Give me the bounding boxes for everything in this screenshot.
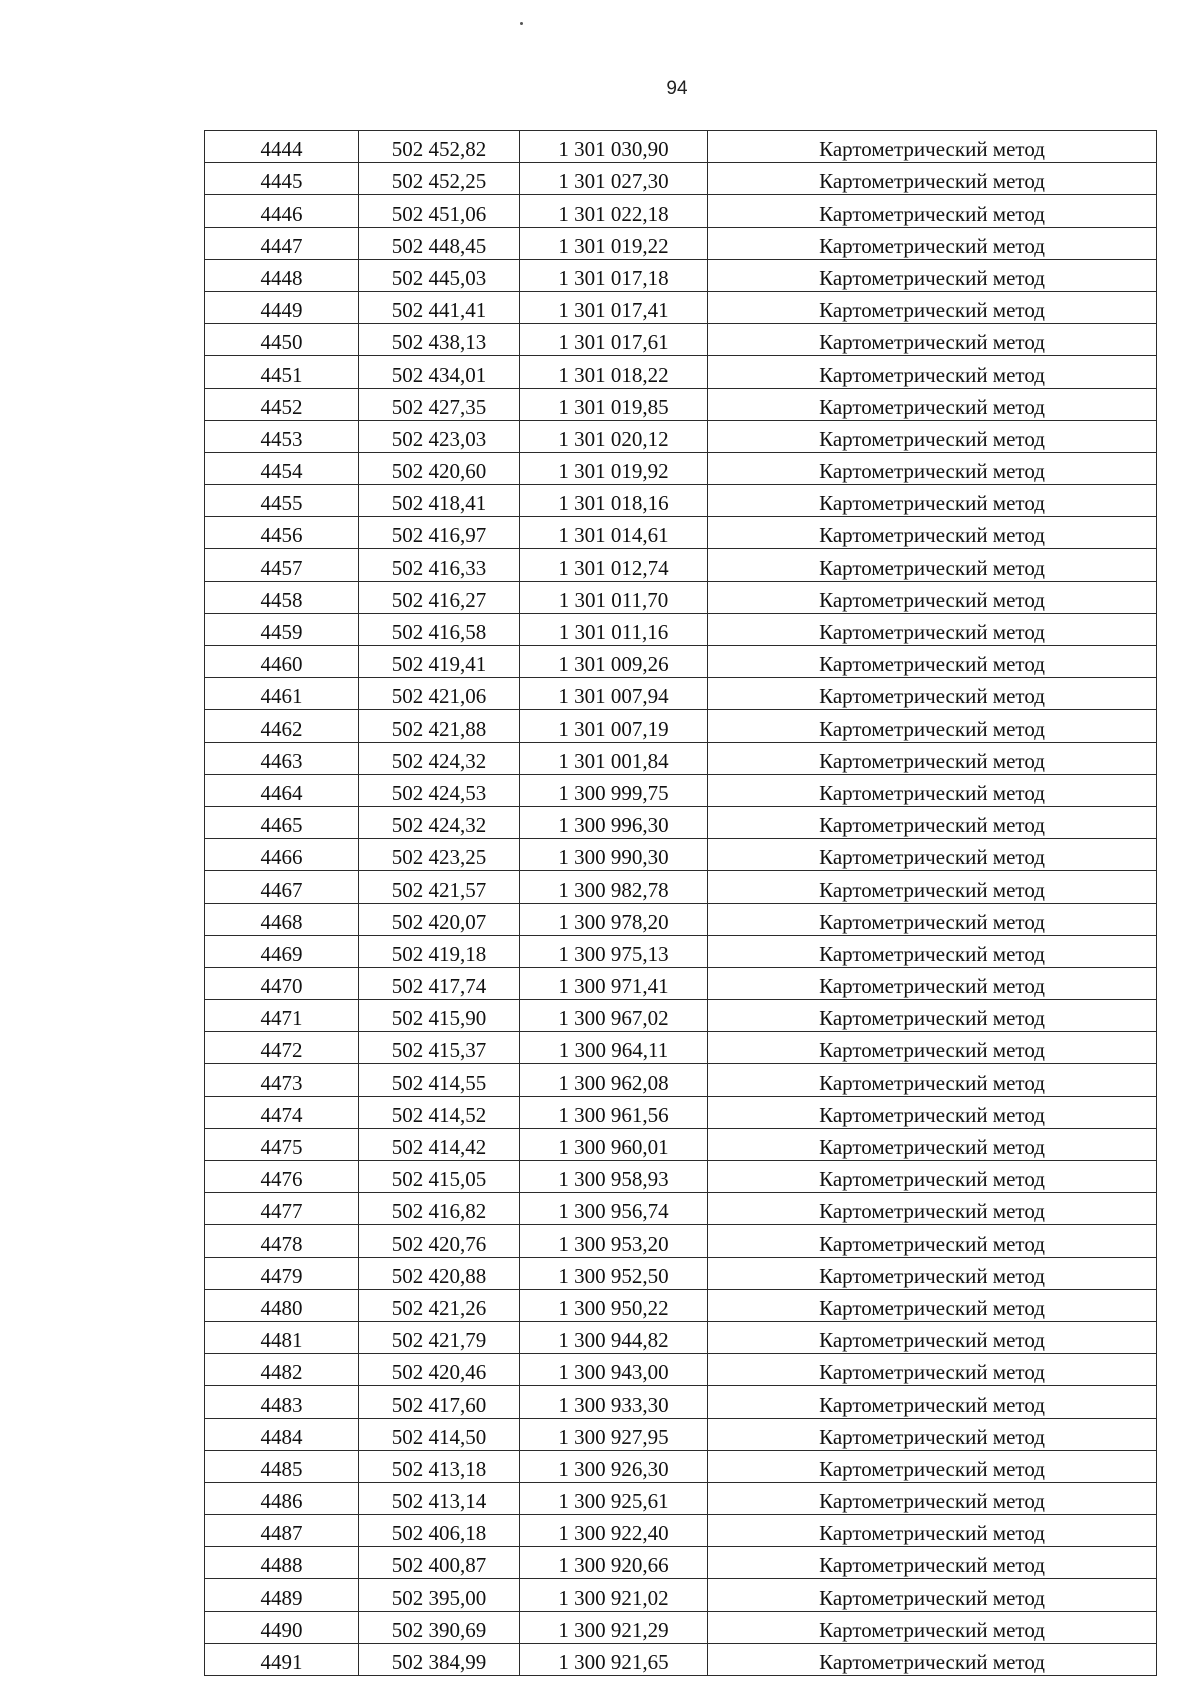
y-coordinate-cell: 1 300 943,00 — [520, 1354, 708, 1386]
point-number-cell: 4487 — [205, 1515, 359, 1547]
y-coordinate-cell: 1 300 921,29 — [520, 1611, 708, 1643]
y-coordinate-cell: 1 301 017,41 — [520, 291, 708, 323]
point-number-cell: 4460 — [205, 646, 359, 678]
method-cell: Картометрический метод — [708, 1193, 1157, 1225]
y-coordinate-cell: 1 300 982,78 — [520, 871, 708, 903]
y-coordinate-cell: 1 300 920,66 — [520, 1547, 708, 1579]
y-coordinate-cell: 1 301 017,61 — [520, 324, 708, 356]
point-number-cell: 4458 — [205, 581, 359, 613]
table-row — [205, 646, 1157, 678]
table-row — [205, 678, 1157, 710]
y-coordinate-cell: 1 300 996,30 — [520, 806, 708, 838]
method-cell: Картометрический метод — [708, 1000, 1157, 1032]
y-coordinate-cell: 1 300 971,41 — [520, 967, 708, 999]
y-coordinate-cell: 1 300 990,30 — [520, 839, 708, 871]
x-coordinate-cell: 502 441,41 — [359, 291, 520, 323]
method-cell: Картометрический метод — [708, 1225, 1157, 1257]
x-coordinate-cell: 502 420,76 — [359, 1225, 520, 1257]
coordinates-table — [204, 130, 1157, 1676]
table-row — [205, 1096, 1157, 1128]
method-cell: Картометрический метод — [708, 742, 1157, 774]
point-number-cell: 4477 — [205, 1193, 359, 1225]
x-coordinate-cell: 502 452,25 — [359, 163, 520, 195]
point-number-cell: 4453 — [205, 420, 359, 452]
method-cell: Картометрический метод — [708, 646, 1157, 678]
method-cell: Картометрический метод — [708, 774, 1157, 806]
y-coordinate-cell: 1 300 958,93 — [520, 1161, 708, 1193]
x-coordinate-cell: 502 416,58 — [359, 613, 520, 645]
table-row — [205, 291, 1157, 323]
method-cell: Картометрический метод — [708, 227, 1157, 259]
x-coordinate-cell: 502 400,87 — [359, 1547, 520, 1579]
method-cell: Картометрический метод — [708, 1257, 1157, 1289]
x-coordinate-cell: 502 417,60 — [359, 1386, 520, 1418]
table-row — [205, 613, 1157, 645]
x-coordinate-cell: 502 416,27 — [359, 581, 520, 613]
table-row — [205, 903, 1157, 935]
method-cell: Картометрический метод — [708, 1161, 1157, 1193]
method-cell: Картометрический метод — [708, 1386, 1157, 1418]
method-cell: Картометрический метод — [708, 163, 1157, 195]
point-number-cell: 4468 — [205, 903, 359, 935]
table-row — [205, 452, 1157, 484]
y-coordinate-cell: 1 301 020,12 — [520, 420, 708, 452]
x-coordinate-cell: 502 419,41 — [359, 646, 520, 678]
table-row — [205, 1450, 1157, 1482]
point-number-cell: 4454 — [205, 452, 359, 484]
y-coordinate-cell: 1 300 962,08 — [520, 1064, 708, 1096]
y-coordinate-cell: 1 300 967,02 — [520, 1000, 708, 1032]
x-coordinate-cell: 502 452,82 — [359, 131, 520, 163]
point-number-cell: 4470 — [205, 967, 359, 999]
table-row — [205, 517, 1157, 549]
table-row — [205, 1354, 1157, 1386]
y-coordinate-cell: 1 300 960,01 — [520, 1128, 708, 1160]
point-number-cell: 4448 — [205, 259, 359, 291]
y-coordinate-cell: 1 300 922,40 — [520, 1515, 708, 1547]
method-cell: Картометрический метод — [708, 806, 1157, 838]
method-cell: Картометрический метод — [708, 1354, 1157, 1386]
table-row — [205, 1000, 1157, 1032]
point-number-cell: 4482 — [205, 1354, 359, 1386]
table-row — [205, 195, 1157, 227]
method-cell: Картометрический метод — [708, 967, 1157, 999]
x-coordinate-cell: 502 424,53 — [359, 774, 520, 806]
method-cell: Картометрический метод — [708, 1096, 1157, 1128]
point-number-cell: 4465 — [205, 806, 359, 838]
point-number-cell: 4444 — [205, 131, 359, 163]
x-coordinate-cell: 502 414,55 — [359, 1064, 520, 1096]
y-coordinate-cell: 1 301 019,85 — [520, 388, 708, 420]
method-cell: Картометрический метод — [708, 388, 1157, 420]
point-number-cell: 4474 — [205, 1096, 359, 1128]
x-coordinate-cell: 502 413,14 — [359, 1482, 520, 1514]
page-number: 94 — [666, 78, 688, 99]
y-coordinate-cell: 1 300 956,74 — [520, 1193, 708, 1225]
point-number-cell: 4486 — [205, 1482, 359, 1514]
point-number-cell: 4461 — [205, 678, 359, 710]
table-row — [205, 485, 1157, 517]
x-coordinate-cell: 502 416,82 — [359, 1193, 520, 1225]
y-coordinate-cell: 1 301 014,61 — [520, 517, 708, 549]
x-coordinate-cell: 502 415,05 — [359, 1161, 520, 1193]
method-cell: Картометрический метод — [708, 1611, 1157, 1643]
point-number-cell: 4462 — [205, 710, 359, 742]
point-number-cell: 4469 — [205, 935, 359, 967]
table-row — [205, 806, 1157, 838]
table-row — [205, 1643, 1157, 1675]
table-row — [205, 839, 1157, 871]
table-row — [205, 1386, 1157, 1418]
x-coordinate-cell: 502 415,90 — [359, 1000, 520, 1032]
x-coordinate-cell: 502 420,46 — [359, 1354, 520, 1386]
method-cell: Картометрический метод — [708, 1643, 1157, 1675]
method-cell: Картометрический метод — [708, 581, 1157, 613]
table-row — [205, 1482, 1157, 1514]
point-number-cell: 4484 — [205, 1418, 359, 1450]
x-coordinate-cell: 502 418,41 — [359, 485, 520, 517]
point-number-cell: 4471 — [205, 1000, 359, 1032]
method-cell: Картометрический метод — [708, 613, 1157, 645]
point-number-cell: 4463 — [205, 742, 359, 774]
y-coordinate-cell: 1 301 018,16 — [520, 485, 708, 517]
x-coordinate-cell: 502 424,32 — [359, 742, 520, 774]
point-number-cell: 4452 — [205, 388, 359, 420]
method-cell: Картометрический метод — [708, 935, 1157, 967]
method-cell: Картометрический метод — [708, 324, 1157, 356]
table-row — [205, 1225, 1157, 1257]
x-coordinate-cell: 502 423,25 — [359, 839, 520, 871]
point-number-cell: 4488 — [205, 1547, 359, 1579]
table-row — [205, 871, 1157, 903]
x-coordinate-cell: 502 438,13 — [359, 324, 520, 356]
method-cell: Картометрический метод — [708, 1547, 1157, 1579]
method-cell: Картометрический метод — [708, 1515, 1157, 1547]
method-cell: Картометрический метод — [708, 356, 1157, 388]
y-coordinate-cell: 1 301 018,22 — [520, 356, 708, 388]
y-coordinate-cell: 1 300 999,75 — [520, 774, 708, 806]
y-coordinate-cell: 1 300 925,61 — [520, 1482, 708, 1514]
point-number-cell: 4466 — [205, 839, 359, 871]
method-cell: Картометрический метод — [708, 903, 1157, 935]
x-coordinate-cell: 502 448,45 — [359, 227, 520, 259]
method-cell: Картометрический метод — [708, 517, 1157, 549]
table-row — [205, 774, 1157, 806]
method-cell: Картометрический метод — [708, 1064, 1157, 1096]
coordinates-table-body — [205, 131, 1157, 1676]
table-row — [205, 1289, 1157, 1321]
table-row — [205, 1321, 1157, 1353]
table-row — [205, 1418, 1157, 1450]
y-coordinate-cell: 1 301 001,84 — [520, 742, 708, 774]
table-row — [205, 1128, 1157, 1160]
x-coordinate-cell: 502 420,07 — [359, 903, 520, 935]
x-coordinate-cell: 502 419,18 — [359, 935, 520, 967]
y-coordinate-cell: 1 300 944,82 — [520, 1321, 708, 1353]
y-coordinate-cell: 1 300 961,56 — [520, 1096, 708, 1128]
y-coordinate-cell: 1 300 953,20 — [520, 1225, 708, 1257]
table-row — [205, 967, 1157, 999]
method-cell: Картометрический метод — [708, 549, 1157, 581]
point-number-cell: 4485 — [205, 1450, 359, 1482]
table-row — [205, 163, 1157, 195]
x-coordinate-cell: 502 451,06 — [359, 195, 520, 227]
x-coordinate-cell: 502 416,97 — [359, 517, 520, 549]
table-row — [205, 324, 1157, 356]
y-coordinate-cell: 1 301 007,94 — [520, 678, 708, 710]
y-coordinate-cell: 1 300 921,65 — [520, 1643, 708, 1675]
y-coordinate-cell: 1 301 027,30 — [520, 163, 708, 195]
x-coordinate-cell: 502 416,33 — [359, 549, 520, 581]
method-cell: Картометрический метод — [708, 420, 1157, 452]
x-coordinate-cell: 502 421,26 — [359, 1289, 520, 1321]
table-row — [205, 935, 1157, 967]
x-coordinate-cell: 502 421,57 — [359, 871, 520, 903]
y-coordinate-cell: 1 300 927,95 — [520, 1418, 708, 1450]
table-row — [205, 1064, 1157, 1096]
point-number-cell: 4446 — [205, 195, 359, 227]
method-cell: Картометрический метод — [708, 1418, 1157, 1450]
x-coordinate-cell: 502 427,35 — [359, 388, 520, 420]
table-row — [205, 356, 1157, 388]
table-row — [205, 227, 1157, 259]
table-row — [205, 1161, 1157, 1193]
y-coordinate-cell: 1 300 978,20 — [520, 903, 708, 935]
x-coordinate-cell: 502 413,18 — [359, 1450, 520, 1482]
y-coordinate-cell: 1 300 926,30 — [520, 1450, 708, 1482]
x-coordinate-cell: 502 414,42 — [359, 1128, 520, 1160]
method-cell: Картометрический метод — [708, 1032, 1157, 1064]
point-number-cell: 4464 — [205, 774, 359, 806]
table-row — [205, 581, 1157, 613]
point-number-cell: 4455 — [205, 485, 359, 517]
point-number-cell: 4457 — [205, 549, 359, 581]
x-coordinate-cell: 502 420,60 — [359, 452, 520, 484]
table-row — [205, 1515, 1157, 1547]
y-coordinate-cell: 1 301 030,90 — [520, 131, 708, 163]
table-row — [205, 1032, 1157, 1064]
method-cell: Картометрический метод — [708, 839, 1157, 871]
x-coordinate-cell: 502 384,99 — [359, 1643, 520, 1675]
point-number-cell: 4473 — [205, 1064, 359, 1096]
x-coordinate-cell: 502 421,88 — [359, 710, 520, 742]
point-number-cell: 4481 — [205, 1321, 359, 1353]
method-cell: Картометрический метод — [708, 871, 1157, 903]
table-row — [205, 549, 1157, 581]
method-cell: Картометрический метод — [708, 1289, 1157, 1321]
point-number-cell: 4459 — [205, 613, 359, 645]
y-coordinate-cell: 1 300 975,13 — [520, 935, 708, 967]
y-coordinate-cell: 1 301 012,74 — [520, 549, 708, 581]
point-number-cell: 4478 — [205, 1225, 359, 1257]
table-row — [205, 1547, 1157, 1579]
point-number-cell: 4476 — [205, 1161, 359, 1193]
method-cell: Картометрический метод — [708, 1450, 1157, 1482]
y-coordinate-cell: 1 301 017,18 — [520, 259, 708, 291]
x-coordinate-cell: 502 414,52 — [359, 1096, 520, 1128]
x-coordinate-cell: 502 445,03 — [359, 259, 520, 291]
x-coordinate-cell: 502 406,18 — [359, 1515, 520, 1547]
method-cell: Картометрический метод — [708, 195, 1157, 227]
x-coordinate-cell: 502 415,37 — [359, 1032, 520, 1064]
y-coordinate-cell: 1 301 019,22 — [520, 227, 708, 259]
method-cell: Картометрический метод — [708, 678, 1157, 710]
y-coordinate-cell: 1 300 921,02 — [520, 1579, 708, 1611]
method-cell: Картометрический метод — [708, 131, 1157, 163]
point-number-cell: 4450 — [205, 324, 359, 356]
y-coordinate-cell: 1 301 011,70 — [520, 581, 708, 613]
table-row — [205, 1611, 1157, 1643]
method-cell: Картометрический метод — [708, 1321, 1157, 1353]
point-number-cell: 4467 — [205, 871, 359, 903]
point-number-cell: 4451 — [205, 356, 359, 388]
y-coordinate-cell: 1 301 019,92 — [520, 452, 708, 484]
y-coordinate-cell: 1 301 022,18 — [520, 195, 708, 227]
point-number-cell: 4480 — [205, 1289, 359, 1321]
y-coordinate-cell: 1 300 950,22 — [520, 1289, 708, 1321]
y-coordinate-cell: 1 300 933,30 — [520, 1386, 708, 1418]
point-number-cell: 4479 — [205, 1257, 359, 1289]
point-number-cell: 4449 — [205, 291, 359, 323]
point-number-cell: 4483 — [205, 1386, 359, 1418]
point-number-cell: 4490 — [205, 1611, 359, 1643]
point-number-cell: 4491 — [205, 1643, 359, 1675]
x-coordinate-cell: 502 390,69 — [359, 1611, 520, 1643]
y-coordinate-cell: 1 301 009,26 — [520, 646, 708, 678]
x-coordinate-cell: 502 423,03 — [359, 420, 520, 452]
point-number-cell: 4456 — [205, 517, 359, 549]
x-coordinate-cell: 502 395,00 — [359, 1579, 520, 1611]
point-number-cell: 4447 — [205, 227, 359, 259]
method-cell: Картометрический метод — [708, 710, 1157, 742]
point-number-cell: 4489 — [205, 1579, 359, 1611]
x-coordinate-cell: 502 414,50 — [359, 1418, 520, 1450]
table-row — [205, 388, 1157, 420]
point-number-cell: 4475 — [205, 1128, 359, 1160]
x-coordinate-cell: 502 421,79 — [359, 1321, 520, 1353]
point-number-cell: 4445 — [205, 163, 359, 195]
method-cell: Картометрический метод — [708, 1579, 1157, 1611]
table-row — [205, 131, 1157, 163]
x-coordinate-cell: 502 434,01 — [359, 356, 520, 388]
scan-artifact-dot — [520, 22, 523, 25]
x-coordinate-cell: 502 424,32 — [359, 806, 520, 838]
y-coordinate-cell: 1 301 011,16 — [520, 613, 708, 645]
method-cell: Картометрический метод — [708, 291, 1157, 323]
y-coordinate-cell: 1 301 007,19 — [520, 710, 708, 742]
x-coordinate-cell: 502 420,88 — [359, 1257, 520, 1289]
table-row — [205, 710, 1157, 742]
x-coordinate-cell: 502 417,74 — [359, 967, 520, 999]
method-cell: Картометрический метод — [708, 452, 1157, 484]
table-row — [205, 1193, 1157, 1225]
y-coordinate-cell: 1 300 964,11 — [520, 1032, 708, 1064]
table-row — [205, 742, 1157, 774]
method-cell: Картометрический метод — [708, 485, 1157, 517]
method-cell: Картометрический метод — [708, 1482, 1157, 1514]
method-cell: Картометрический метод — [708, 259, 1157, 291]
y-coordinate-cell: 1 300 952,50 — [520, 1257, 708, 1289]
x-coordinate-cell: 502 421,06 — [359, 678, 520, 710]
table-row — [205, 259, 1157, 291]
method-cell: Картометрический метод — [708, 1128, 1157, 1160]
table-row — [205, 420, 1157, 452]
point-number-cell: 4472 — [205, 1032, 359, 1064]
table-row — [205, 1257, 1157, 1289]
table-row — [205, 1579, 1157, 1611]
